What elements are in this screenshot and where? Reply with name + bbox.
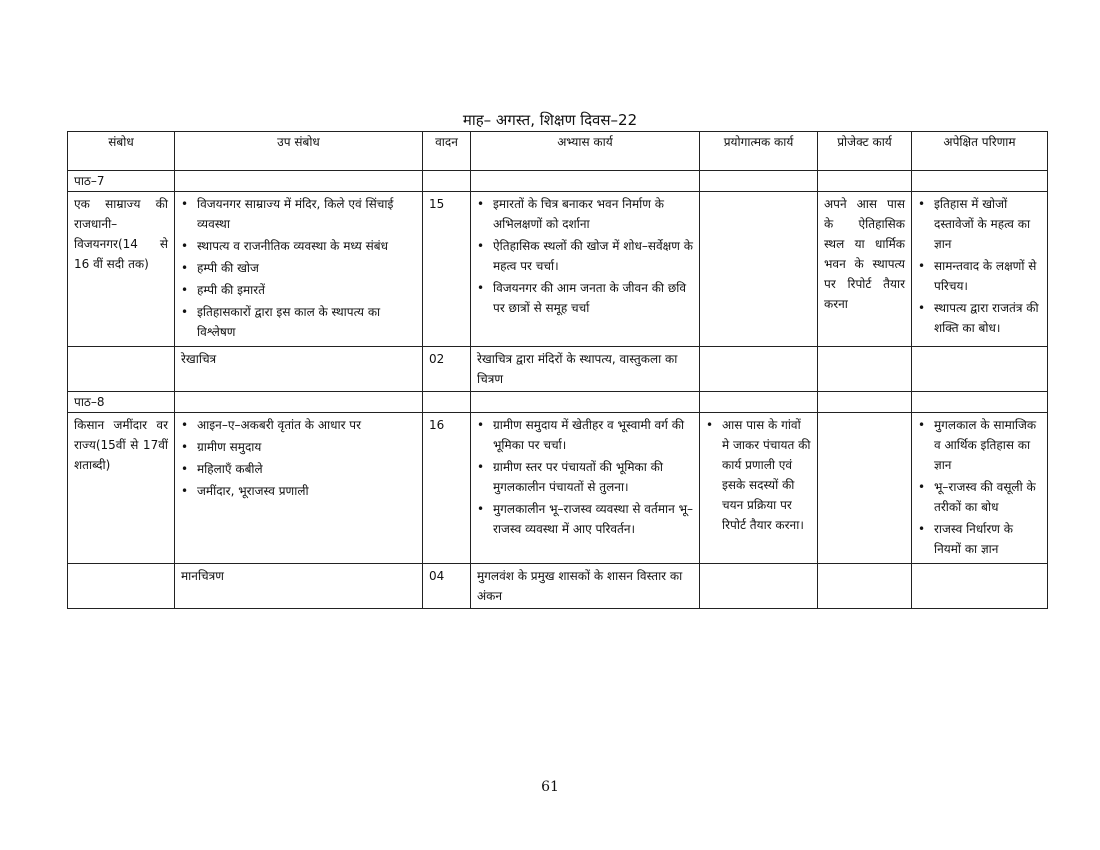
header-concept: संबोध	[68, 132, 175, 171]
lesson-plan-table	[67, 131, 1048, 609]
list-item: • मुगलकालीन भू–राजस्व व्यवस्था से वर्तमान भू–राजस्व व्यवस्था में आए परिवर्तन।	[493, 499, 693, 539]
header-outcomes: अपेक्षित परिणाम	[912, 132, 1048, 171]
list-item: • आइन–ए–अकबरी वृतांत के आधार पर	[197, 415, 416, 435]
concept-cell: एक साम्राज्य की राजधानी– विजयनगर(14 से 16 वीं सदी तक)	[68, 192, 175, 347]
lesson-extra-row	[68, 347, 1048, 392]
list-item: • स्थापत्य द्वारा राजतंत्र की शक्ति का बोध।	[934, 298, 1041, 338]
header-row	[68, 132, 1048, 171]
list-item: • इतिहास में खोजों दस्तावेजों के महत्व का ज्ञान	[934, 194, 1041, 254]
periods-cell: 16	[423, 413, 471, 564]
list-item: • ग्रामीण समुदाय में खेतीहर व भूस्वामी वर्ग की भूमिका पर चर्चा।	[493, 415, 693, 455]
concept-cell: किसान जमींदार वर राज्य(15वीं से 17वीं शताब्दी)	[68, 413, 175, 564]
list-item: • महिलाएँ कबीले	[197, 459, 416, 479]
lesson-row	[68, 192, 1048, 347]
periods-cell: 04	[423, 564, 471, 609]
project-cell: अपने आस पास के ऐतिहासिक स्थल या धार्मिक भवन के स्थापत्य पर रिपोर्ट तैयार करना	[818, 192, 912, 347]
sub-concept-cell	[175, 413, 423, 564]
list-item: • सामन्तवाद के लक्षणों से परिचय।	[934, 256, 1041, 296]
practice-cell	[471, 413, 700, 564]
page-number: 61	[541, 779, 559, 795]
list-item: • भू–राजस्व की वसूली के तरीकों का बोध	[934, 477, 1041, 517]
practice-cell	[471, 192, 700, 347]
list-item: • विजयनगर साम्राज्य में मंदिर, किले एवं सिंचाई व्यवस्था	[197, 194, 416, 234]
sub-concept-cell	[175, 192, 423, 347]
periods-cell: 02	[423, 347, 471, 392]
list-item: • विजयनगर की आम जनता के जीवन की छवि पर छात्रों से समूह चर्चा	[493, 278, 693, 318]
project-cell	[818, 413, 912, 564]
sub-concept-cell: रेखाचित्र	[175, 347, 423, 392]
list-item: • हम्पी की इमारतें	[197, 280, 416, 300]
list-item: • ऐतिहासिक स्थलों की खोज में शोध–सर्वेक्षण के महत्व पर चर्चा।	[493, 236, 693, 276]
practice-cell: मुगलवंश के प्रमुख शासकों के शासन विस्तार का अंकन	[471, 564, 700, 609]
header-experimental: प्रयोगात्मक कार्य	[700, 132, 818, 171]
header-practice: अभ्यास कार्य	[471, 132, 700, 171]
periods-cell: 15	[423, 192, 471, 347]
lesson-row	[68, 413, 1048, 564]
outcomes-cell	[912, 413, 1048, 564]
list-item: • राजस्व निर्धारण के नियमों का ज्ञान	[934, 519, 1041, 559]
header-project: प्रोजेक्ट कार्य	[818, 132, 912, 171]
list-item: • इतिहासकारों द्वारा इस काल के स्थापत्य का विश्लेषण	[197, 302, 416, 342]
experimental-cell	[700, 192, 818, 347]
sub-concept-cell: मानचित्रण	[175, 564, 423, 609]
page-title: माह– अगस्त, शिक्षण दिवस–22	[462, 111, 638, 129]
lesson-extra-row	[68, 564, 1048, 609]
list-item: • ग्रामीण स्तर पर पंचायतों की भूमिका की मुगलकालीन पंचायतों से तुलना।	[493, 457, 693, 497]
header-sub-concept: उप संबोध	[175, 132, 423, 171]
lesson-label: पाठ–8	[68, 392, 175, 413]
lesson-label-row	[68, 392, 1048, 413]
list-item: • हम्पी की खोज	[197, 258, 416, 278]
list-item: • ग्रामीण समुदाय	[197, 437, 416, 457]
experimental-cell	[700, 413, 818, 564]
header-periods: वादन	[423, 132, 471, 171]
lesson-label: पाठ–7	[68, 171, 175, 192]
list-item: • जमींदार, भूराजस्व प्रणाली	[197, 481, 416, 501]
practice-cell: रेखाचित्र द्वारा मंदिरों के स्थापत्य, वास्तुकला का चित्रण	[471, 347, 700, 392]
list-item: • इमारतों के चित्र बनाकर भवन निर्माण के अभिलक्षणों को दर्शाना	[493, 194, 693, 234]
list-item: • आस पास के गांवों मे जाकर पंचायत की कार्य प्रणाली एवं इसके सदस्यों की चयन प्रक्रिया पर रिपोर्ट तैयार करना।	[722, 415, 811, 535]
list-item: • मुगलकाल के सामाजिक व आर्थिक इतिहास का ज्ञान	[934, 415, 1041, 475]
outcomes-cell	[912, 192, 1048, 347]
lesson-label-row	[68, 171, 1048, 192]
list-item: • स्थापत्य व राजनीतिक व्यवस्था के मध्य संबंध	[197, 236, 416, 256]
